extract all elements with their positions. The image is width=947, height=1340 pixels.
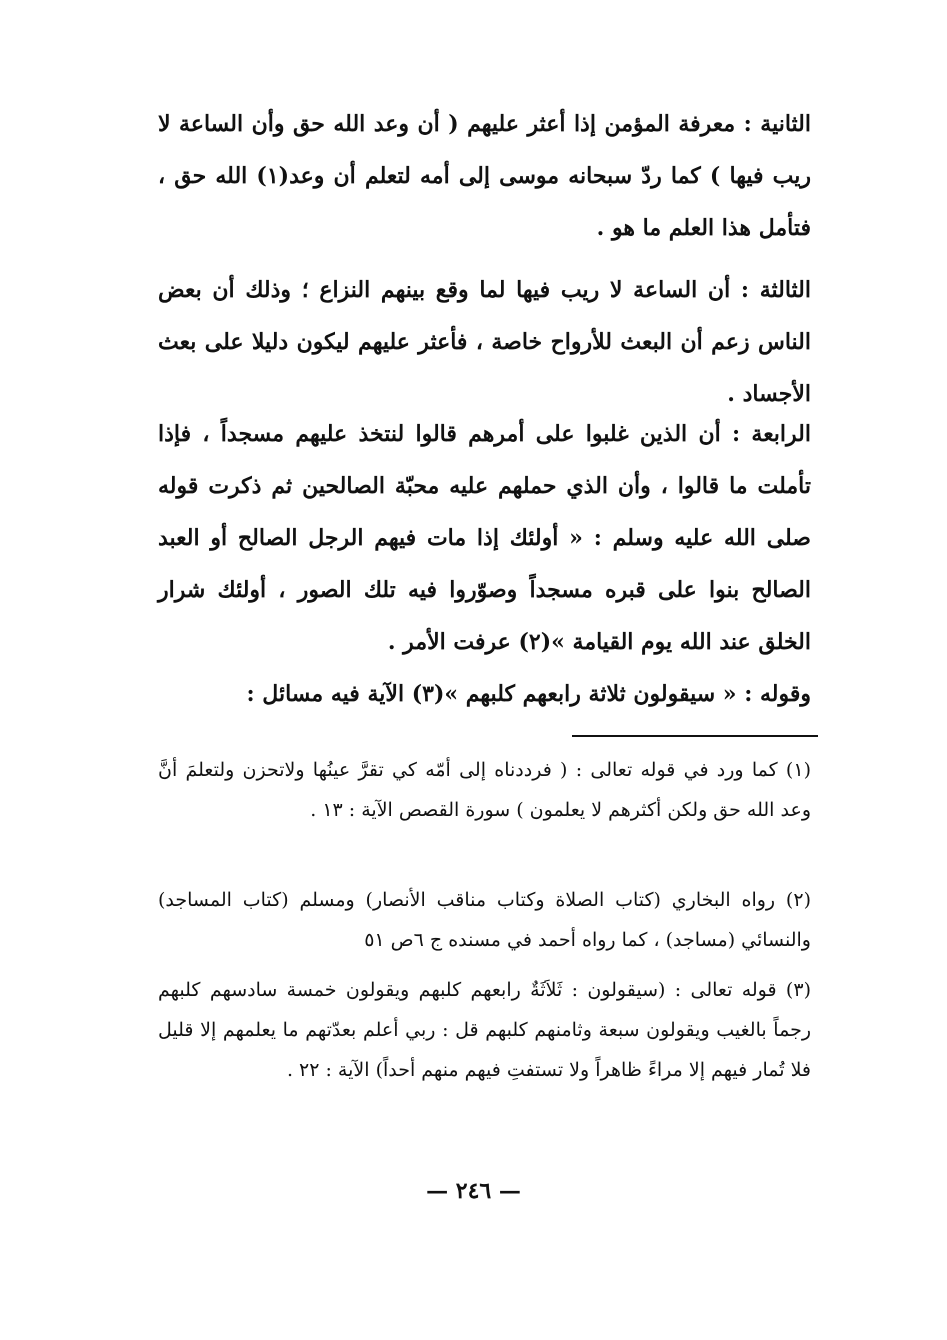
paragraph-second-point: الثانية : معرفة المؤمن إذا أعثر عليهم ( أن وعد الله حق وأن الساعة لا ريب فيها ) كما ردّ سبحانه موسى إلى أمه لتعلم أن وعد(١) الله حق ، فتأمل هذا العلم ما هو . <box>158 111 811 241</box>
page-number: — ٢٤٦ — <box>426 1178 521 1204</box>
footnote-1: (١) كما ورد في قوله تعالى : ( فرددناه إلى أمّه كي تقرَّ عينُها ولاتحزن ولتعلمَ أنَّ وعد الله حق ولكن أكثرهم لا يعلمون ) سورة القصص الآية : ١٣ . <box>158 759 811 821</box>
footnote-divider <box>572 735 818 737</box>
paragraph-fourth-point: الرابعة : أن الذين غلبوا على أمرهم قالوا لنتخذ عليهم مسجداً ، فإذا تأملت ما قالوا ، وأن الذي حملهم عليه محبّة الصالحين ثم ذكرت قوله صلى الله عليه وسلم : « أولئك إذا مات فيهم الرجل الصالح أو العبد الصالح بنوا على قبره مسجداً وصوّروا فيه تلك الصور ، أولئك شرار الخلق عند الله يوم القيامة »(٢) عرفت الأمر . <box>158 421 811 655</box>
footnote-3: (٣) قوله تعالى : (سيقولون : ثَلاَثَةٌ رابعهم كلبهم ويقولون خمسة سادسهم كلبهم رجماً بالغيب ويقولون سبعة وثامنهم كلبهم قل : ربي أعلم بعدّتهم ما يعلمهم إلا قليل فلا تُمار فيهم إلا مراءً ظاهراً ولا تستفتِ فيهم منهم أحداً) الآية : ٢٢ . <box>158 979 811 1081</box>
paragraph-verse-intro: وقوله : « سيقولون ثلاثة رابعهم كلبهم »(٣) الآية فيه مسائل : <box>246 681 811 707</box>
paragraph-third-point: الثالثة : أن الساعة لا ريب فيها لما وقع بينهم النزاع ؛ وذلك أن بعض الناس زعم أن البعث للأرواح خاصة ، فأعثر عليهم ليكون دليلا على بعث الأجساد . <box>158 277 811 407</box>
footnote-2: (٢) رواه البخاري (كتاب الصلاة وكتاب مناقب الأنصار) ومسلم (كتاب المساجد) والنسائي (مساجد) ، كما رواه أحمد في مسنده ج ٦ص ٥١ <box>158 889 811 951</box>
